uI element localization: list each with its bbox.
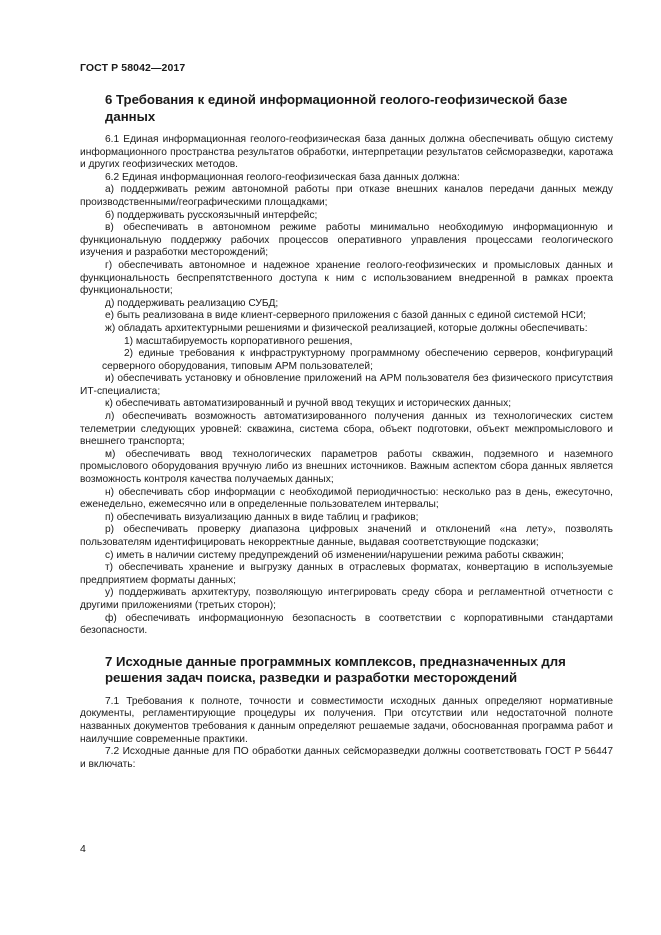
list-item-t: т) обеспечивать хранение и выгрузку данных в отраслевых форматах, конвертацию в используемые предприятием форматы данных; <box>80 562 613 586</box>
list-item-a: а) поддерживать режим автономной работы при отказе внешних каналов передачи данных между производственными/географическими площадками; <box>80 184 613 208</box>
paragraph-6-2: 6.2 Единая информационная геолого-геофизическая база данных должна: <box>105 171 460 183</box>
page-number: 4 <box>80 843 86 855</box>
list-item-s: с) иметь в наличии систему предупреждений об изменении/нарушении режима работы скважин; <box>105 549 564 561</box>
list-item-u: у) поддерживать архитектуру, позволяющую интегрировать среду сбора и регламентной отчетности с другими приложениями (третьих сторон); <box>80 587 613 611</box>
list-item-g: г) обеспечивать автономное и надежное хранение геолого-геофизических и промысловых данных и функциональность беспрепятственного доступа к ним с использованием внедренной в рамках проекта функциональности; <box>80 259 613 297</box>
list-item-i: и) обеспечивать установку и обновление приложений на АРМ пользователя без физического присутствия ИТ-специалиста; <box>80 373 613 397</box>
document-code: ГОСТ Р 58042—2017 <box>80 62 186 74</box>
paragraph-7-2: 7.2 Исходные данные для ПО обработки данных сейсморазведки должны соответствовать ГОСТ Р 56447 и включать: <box>80 746 613 770</box>
list-item-e: е) быть реализована в виде клиент-серверного приложения с базой данных с единой системой НСИ; <box>105 310 586 322</box>
paragraph-7-1: 7.1 Требования к полноте, точности и совместимости исходных данных определяют нормативные документы, регламентирующие процедуры их получения. При отсутствии или недостаточной полноте названных документов требования к данным определяют решаемые задачи, обоснованная программа работ и наилучшие современные практики. <box>80 695 613 745</box>
paragraph-6-1: 6.1 Единая информационная геолого-геофизическая база данных должна обеспечивать общую систему информационного пространства результатов обработки, интерпретации результатов сейсморазведки, каротажа и других геофизических методов. <box>80 134 613 171</box>
list-item-v: в) обеспечивать в автономном режиме работы минимально необходимую информационную и функциональную поддержку рабочих процессов оперативного управления процессами геологического изучения и разработки месторождений; <box>80 222 613 259</box>
sub-list-item-1: 1) масштабируемость корпоративного решения, <box>124 335 353 347</box>
section-7-title: 7 Исходные данные программных комплексов, предназначенных для решения задач поиска, разведки и разработки месторождений <box>105 653 566 686</box>
list-item-d: д) поддерживать реализацию СУБД; <box>105 297 279 309</box>
sub-list-item-2: 2) единые требования к инфраструктурному программному обеспечению серверов, конфигураций серверного оборудования, типовым АРМ пользователей; <box>102 348 613 372</box>
page-content <box>80 92 613 771</box>
list-item-p: п) обеспечивать визуализацию данных в виде таблиц и графиков; <box>105 511 419 523</box>
list-item-f: ф) обеспечивать информационную безопасность в соответствии с корпоративными стандартами безопасности. <box>80 612 613 637</box>
list-item-zh: ж) обладать архитектурными решениями и физической реализацией, которые должны обеспечивать: <box>105 322 588 334</box>
list-item-r: р) обеспечивать проверку диапазона цифровых значений и отклонений «на лету», позволять пользователям идентифицировать некорректные данные, выдавая соответствующие подсказки; <box>80 524 613 548</box>
list-item-l: л) обеспечивать возможность автоматизированного получения данных из технологических систем телеметрии следующих уровней: скважина, система сбора, объект подготовки, объект межпромыслового и внешнего транспорта; <box>80 411 613 448</box>
list-item-m: м) обеспечивать ввод технологических параметров работы скважин, подземного и наземного промыслового оборудования вручную либо из внешних источников. Важным аспектом сбора данных является возможность контроля качества получаемых данных; <box>80 448 613 486</box>
list-item-k: к) обеспечивать автоматизированный и ручной ввод текущих и исторических данных; <box>105 398 512 410</box>
list-item-n: н) обеспечивать сбор информации с необходимой периодичностью: несколько раз в день, ежесуточно, еженедельно, ежемесячно или в определенные пользователем интервалы; <box>80 486 613 511</box>
list-item-b: б) поддерживать русскоязычный интерфейс; <box>105 209 318 221</box>
section-6-title: 6 Требования к единой информационной геолого-геофизической базе данных <box>105 92 568 124</box>
